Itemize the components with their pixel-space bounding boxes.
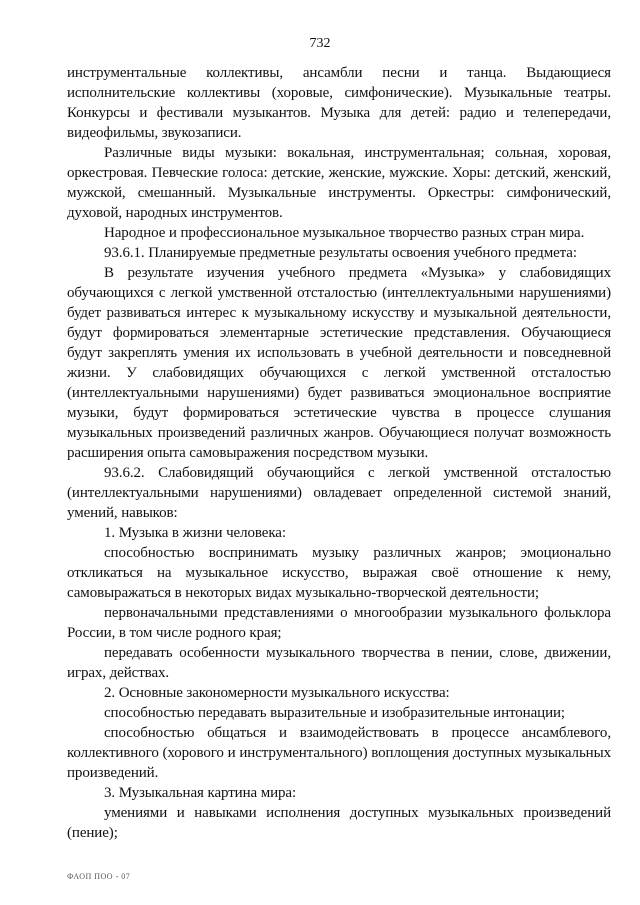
document-body xyxy=(67,63,611,843)
list-item: передавать особенности музыкального творчества в пении, слове, движении, играх, действах. xyxy=(67,645,611,681)
page-number: 732 xyxy=(309,36,331,51)
list-item: способностью общаться и взаимодействовать в процессе ансамблевого, коллективного (хорового и инструментального) воплощения доступных музыкальных произведений. xyxy=(67,725,611,781)
paragraph: Народное и профессиональное музыкальное творчество разных стран мира. xyxy=(104,225,585,241)
section-heading: 93.6.1. Планируемые предметные результаты освоения учебного предмета: xyxy=(104,245,577,261)
list-item: способностью воспринимать музыку различных жанров; эмоционально откликаться на музыкальное искусство, выражая своё отношение к нему, самовыражаться в некоторых видах музыкально-творческой деятельности; xyxy=(67,545,611,601)
paragraph: инструментальные коллективы, ансамбли песни и танца. Выдающиеся исполнительские коллективы (хоровые, симфонические). Музыкальные театры. Конкурсы и фестивали музыкантов. Музыка для детей: радио и телепередачи, видеофильмы, звукозаписи. xyxy=(67,65,611,141)
section-heading: 93.6.2. Слабовидящий обучающийся с легкой умственной отсталостью (интеллектуальными нарушениями) овладевает определенной системой знаний, умений, навыков: xyxy=(67,465,611,521)
list-heading: 2. Основные закономерности музыкального искусства: xyxy=(104,685,450,701)
footer-code: ФАОП ПОО - 07 xyxy=(67,872,131,881)
paragraph: В результате изучения учебного предмета «Музыка» у слабовидящих обучающихся с легкой умственной отсталостью (интеллектуальными нарушениями) будет развиваться интерес к музыкальному искусству и музыкальной деятельности, будут формироваться элементарные эстетические представления. Обучающиеся будут закреплять умения их использовать в учебной деятельности и повседневной жизни. У слабовидящих обучающихся с легкой умственной отсталостью (интеллектуальными нарушениями) будет развиваться эмоциональное восприятие музыки, будут формироваться эстетические чувства в процессе слушания музыкальных произведений различных жанров. Обучающиеся получат возможность расширения опыта самовыражения посредством музыки. xyxy=(67,265,611,461)
list-item: умениями и навыками исполнения доступных музыкальных произведений (пение); xyxy=(67,805,611,841)
list-item: способностью передавать выразительные и изобразительные интонации; xyxy=(104,705,566,721)
list-heading: 3. Музыкальная картина мира: xyxy=(104,785,297,801)
list-heading: 1. Музыка в жизни человека: xyxy=(104,525,286,541)
list-item: первоначальными представлениями о многообразии музыкального фольклора России, в том числе родного края; xyxy=(67,605,611,641)
paragraph: Различные виды музыки: вокальная, инструментальная; сольная, хоровая, оркестровая. Певческие голоса: детские, женские, мужские. Хоры: детский, женский, мужской, смешанный. Музыкальные инструменты. Оркестры: симфонический, духовой, народных инструментов. xyxy=(67,145,611,221)
